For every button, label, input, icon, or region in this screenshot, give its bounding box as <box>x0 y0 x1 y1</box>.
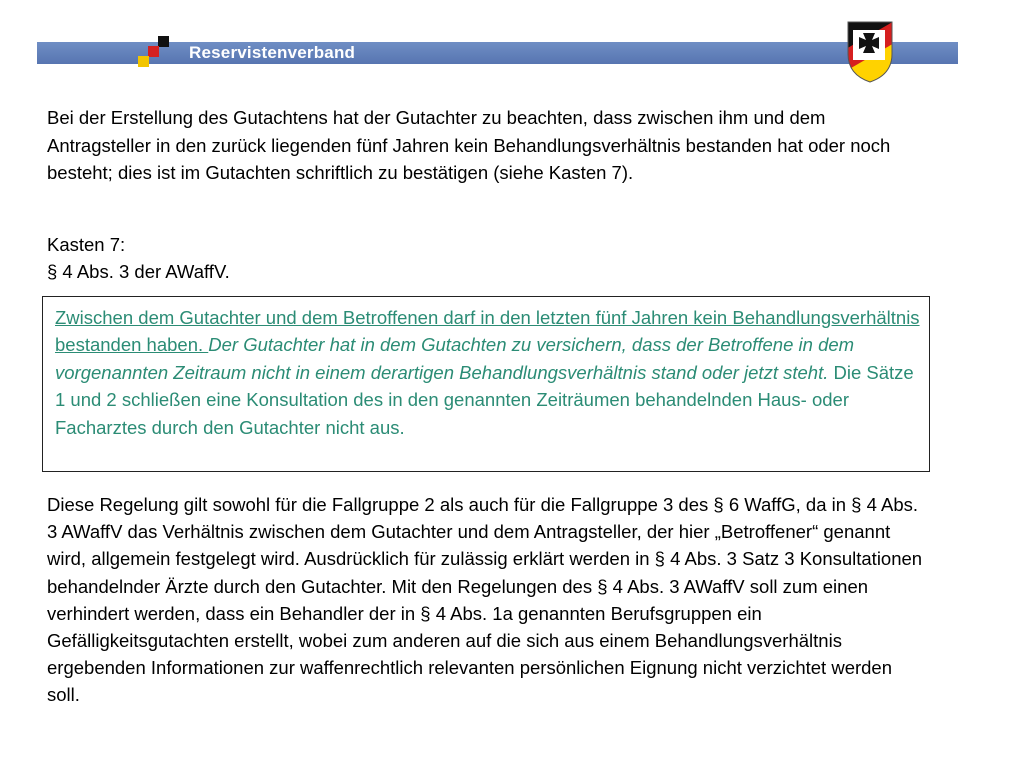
intro-paragraph: Bei der Erstellung des Gutachtens hat der Gutachter zu beachten, dass zwischen ihm und dem Antragsteller in den zurück liegenden fünf Jahren kein Behandlungsverhältnis bestanden hat oder noch besteht; dies ist im Gutachten schriftlich zu bestätigen (siehe Kasten 7). <box>47 107 891 184</box>
box-label-reference: § 4 Abs. 3 der AWaffV. <box>47 261 230 282</box>
iron-cross-crest-icon <box>844 20 896 84</box>
regulation-paragraph: Diese Regelung gilt sowohl für die Fallgruppe 2 als auch für die Fallgruppe 3 des § 6 WaffG, da in § 4 Abs. 3 AWaffV das Verhältnis zwischen dem Gutachter und dem Antragsteller, der hier „Betroffener“ genannt wird, allgemein festgelegt wird. Ausdrücklich für zulässig erklärt werden in § 4 Abs. 3 Satz 3 Konsultationen behandelnder Ärzte durch den Gutachter. Mit den Regelungen des § 4 Abs. 3 AWaffV soll zum einen verhindert werden, dass ein Behandler der in § 4 Abs. 1a genannten Berufsgruppen ein Gefälligkeitsgutachten erstellt, wobei zum anderen auf die sich aus einem Behandlungsverhältnis ergebenden Informationen zur waffenrechtlich relevanten persönlichen Eignung nicht verzichtet werden soll. <box>47 494 923 706</box>
box-label <box>47 231 927 285</box>
quote-plain: Die Sätze 1 und 2 schließen eine Konsultation des in den genannten Zeiträumen behandelnden Haus- oder Facharztes durch den Gutachter nicht aus. <box>55 361 914 438</box>
box-label-title: Kasten 7: <box>47 234 126 255</box>
brand-name: Reservistenverband <box>189 43 356 62</box>
quote-underlined: Zwischen dem Gutachter und dem Betroffenen darf in den letzten fünf Jahren kein Behandlungsverhältnis bestanden haben. <box>55 307 920 356</box>
reservist-logo-icon <box>136 34 176 70</box>
quote-italic: Der Gutachter hat in dem Gutachten zu versichern, dass der Betroffene in dem vorgenannten Zeitraum nicht in einem derartigen Behandlungsverhältnis stand oder jetzt steht. <box>55 334 855 383</box>
quote-text <box>55 304 925 441</box>
